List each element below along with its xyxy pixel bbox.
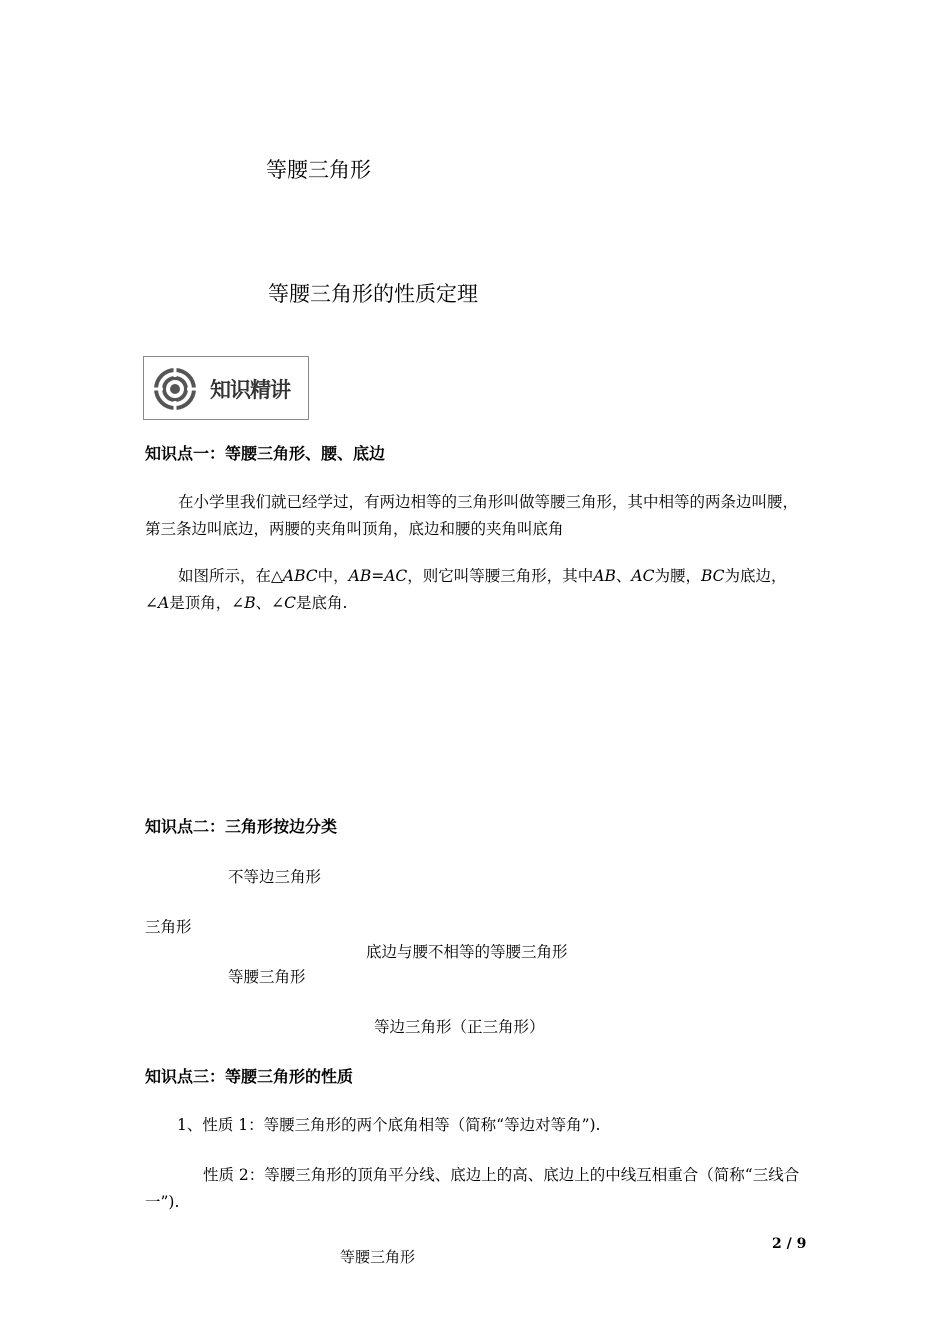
knowledge-badge [143, 356, 309, 420]
header-title: 等腰三角形 [266, 158, 371, 182]
section2-heading: 知识点二：三角形按边分类 [145, 817, 338, 836]
section1-heading: 知识点一：等腰三角形、腰、底边 [145, 444, 386, 463]
section1-paragraph1: 在小学里我们就已经学过，有两边相等的三角形叫做等腰三角形，其中相等的两条边叫腰，第三条边叫底边，两腰的夹角叫顶角，底边和腰的夹角叫底角 [145, 493, 799, 538]
property-1: 1、性质 1：等腰三角形的两个底角相等（简称“等边对等角”). [177, 1116, 601, 1134]
section1-paragraph2: 如图所示，在△ABC中，AB=AC，则它叫等腰三角形，其中AB、AC为腰，BC为底边，∠A是顶角，∠B、∠C是底角. [145, 567, 787, 612]
page-number: 2 / 9 [772, 1236, 807, 1252]
classification-equilateral: 等边三角形（正三角形） [374, 1018, 545, 1036]
page-title: 等腰三角形的性质定理 [268, 282, 478, 306]
classification-scalene: 不等边三角形 [228, 868, 322, 886]
badge-label: 知识精讲 [210, 378, 290, 402]
target-icon [152, 366, 198, 412]
classification-non-equal-isosceles: 底边与腰不相等的等腰三角形 [366, 943, 568, 961]
footer-title: 等腰三角形 [340, 1248, 416, 1266]
classification-isosceles: 等腰三角形 [228, 968, 306, 986]
section3-heading: 知识点三：等腰三角形的性质 [145, 1067, 354, 1086]
property-2: 性质 2：等腰三角形的顶角平分线、底边上的高、底边上的中线互相重合（简称“三线合一”). [145, 1166, 800, 1211]
classification-triangle: 三角形 [145, 918, 192, 936]
